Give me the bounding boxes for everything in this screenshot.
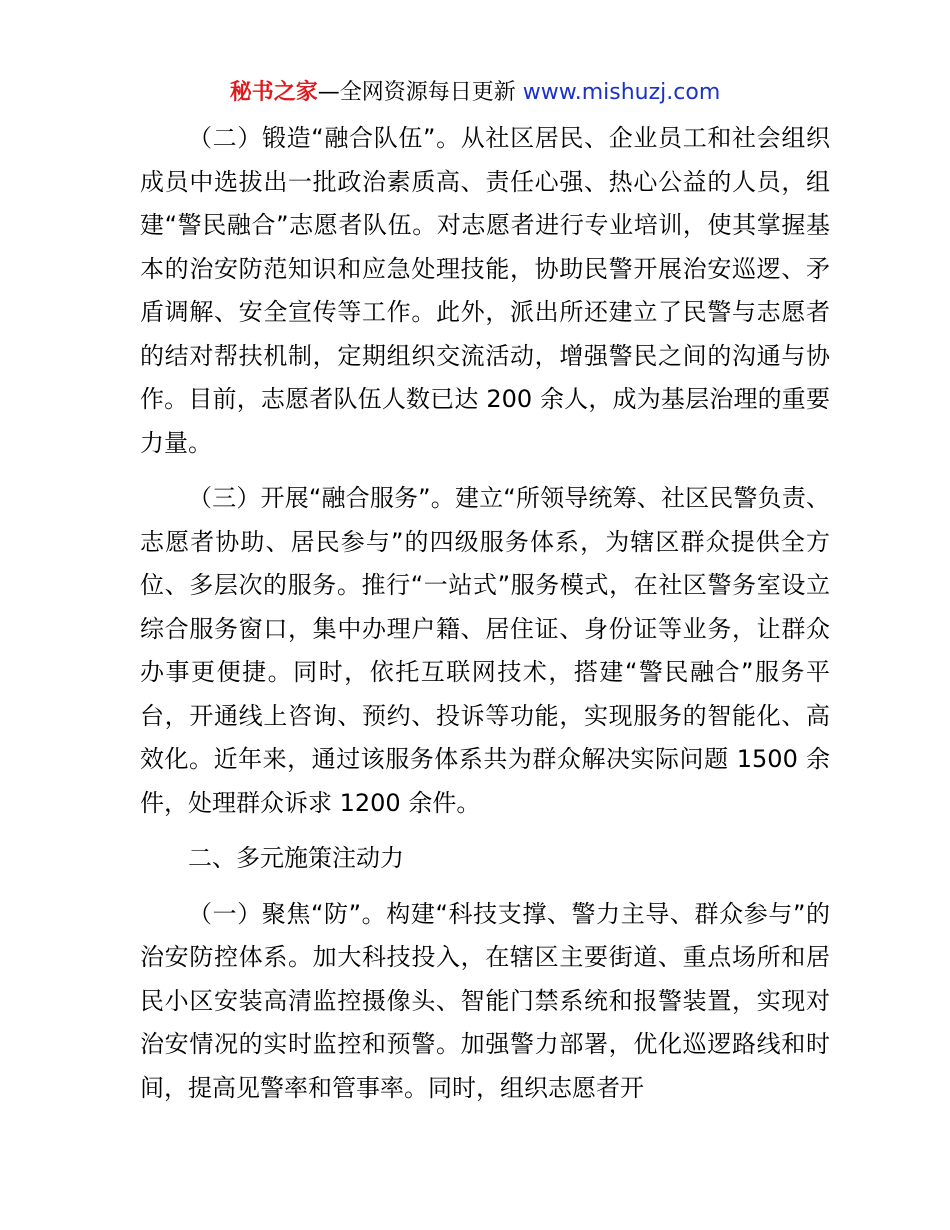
paragraph-forge-team: （二）锻造“融合队伍”。从社区居民、企业员工和社会组织成员中选拔出一批政治素质高、责任心强、热心公益的人员，组建“警民融合”志愿者队伍。对志愿者进行专业培训，使其掌握基本的治安防范知识和应急处理技能，协助民警开展治安巡逻、矛盾调解、安全宣传等工作。此外，派出所还建立了民警与志愿者的结对帮扶机制，定期组织交流活动，增强警民之间的沟通与协作。目前，志愿者队伍人数已达 200 余人，成为基层治理的重要力量。 (140, 124, 830, 457)
banner-tagline: —全网资源每日更新 (317, 80, 523, 105)
brand-name: 秘书之家 (229, 80, 318, 105)
document-body (140, 117, 830, 1110)
site-url-link[interactable]: www.mishuzj.com (522, 80, 721, 105)
section-heading-multiple-measures: 二、多元施策注动力 (188, 844, 404, 872)
paragraph-integrated-service: （三）开展“融合服务”。建立“所领导统筹、社区民警负责、志愿者协助、居民参与”的四级服务体系，为辖区群众提供全方位、多层次的服务。推行“一站式”服务模式，在社区警务室设立综合服务窗口，集中办理户籍、居住证、身份证等业务，让群众办事更便捷。同时，依托互联网技术，搭建“警民融合”服务平台，开通线上咨询、预约、投诉等功能，实现服务的智能化、高效化。近年来，通过该服务体系共为群众解决实际问题 1500 余件，处理群众诉求 1200 余件。 (140, 484, 830, 817)
site-banner (0, 77, 950, 109)
paragraph-focus-prevention: （一）聚焦“防”。构建“科技支撑、警力主导、群众参与”的治安防控体系。加大科技投入，在辖区主要街道、重点场所和居民小区安装高清监控摄像头、智能门禁系统和报警装置，实现对治安情况的实时监控和预警。加强警力部署，优化巡逻路线和时间，提高见警率和管事率。同时，组织志愿者开 (140, 899, 830, 1102)
